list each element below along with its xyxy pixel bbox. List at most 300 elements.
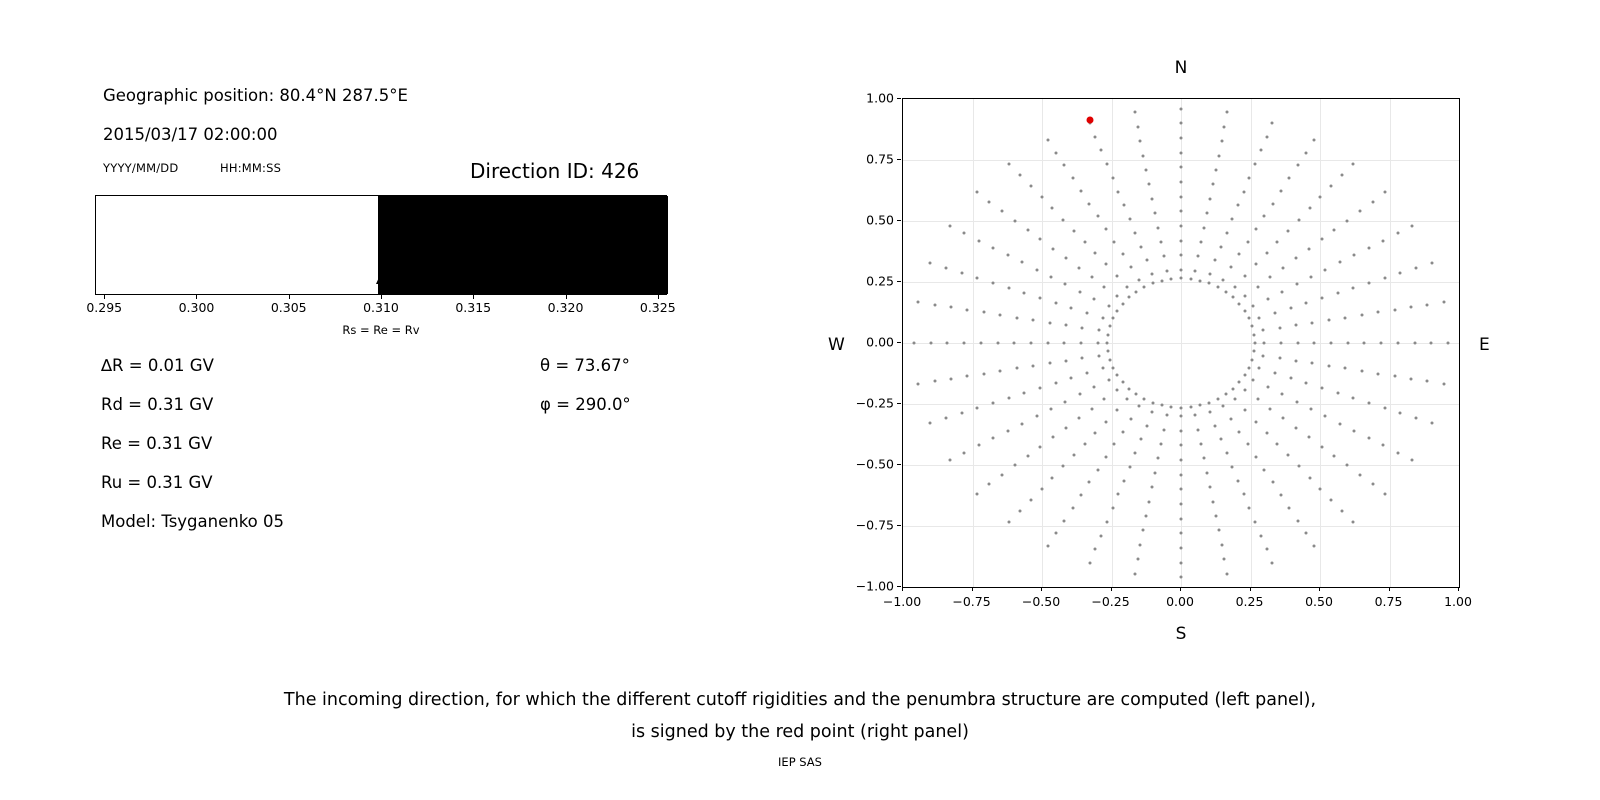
direction-point xyxy=(1253,342,1256,345)
direction-point xyxy=(1305,382,1308,385)
direction-point xyxy=(982,372,985,375)
direction-point xyxy=(1271,202,1274,205)
direction-point xyxy=(1206,471,1209,474)
direction-point xyxy=(1203,226,1206,229)
direction-point xyxy=(1111,366,1114,369)
direction-point xyxy=(1252,378,1255,381)
direction-point xyxy=(1180,561,1183,564)
direction-point xyxy=(1151,401,1154,404)
direction-point xyxy=(1351,162,1354,165)
direction-point xyxy=(1078,290,1081,293)
direction-point xyxy=(1007,286,1010,289)
direction-point xyxy=(1104,420,1107,423)
direction-point xyxy=(917,382,920,385)
direction-point xyxy=(1278,357,1281,360)
gridline-horizontal xyxy=(903,465,1459,466)
direction-point xyxy=(1259,534,1262,537)
direction-point xyxy=(1384,191,1387,194)
direction-point xyxy=(1093,385,1096,388)
direction-point xyxy=(1026,454,1029,457)
direction-point xyxy=(1294,359,1297,362)
direction-point xyxy=(1135,393,1138,396)
direction-point xyxy=(1105,163,1108,166)
direction-point xyxy=(988,483,991,486)
map-x-tick xyxy=(1180,587,1181,591)
direction-point xyxy=(1006,254,1009,257)
direction-point xyxy=(1090,407,1093,410)
direction-point xyxy=(1035,415,1038,418)
direction-point xyxy=(1393,308,1396,311)
direction-point xyxy=(1269,276,1272,279)
direction-point xyxy=(966,375,969,378)
direction-point xyxy=(1208,486,1211,489)
direction-point xyxy=(1162,428,1165,431)
direction-point xyxy=(929,342,932,345)
direction-point xyxy=(1093,298,1096,301)
direction-point xyxy=(1223,558,1226,561)
direction-point xyxy=(946,342,949,345)
direction-point xyxy=(1049,276,1052,279)
map-y-tick xyxy=(897,342,901,343)
direction-point xyxy=(975,191,978,194)
direction-point xyxy=(976,276,979,279)
direction-point xyxy=(1396,451,1399,454)
direction-point xyxy=(1106,333,1109,336)
direction-point xyxy=(1396,232,1399,235)
direction-point xyxy=(1246,443,1249,446)
direction-point xyxy=(1148,500,1151,503)
direction-point xyxy=(1143,397,1146,400)
direction-point xyxy=(1367,437,1370,440)
direction-point xyxy=(1224,290,1227,293)
direction-point xyxy=(1180,166,1183,169)
direction-point xyxy=(1333,454,1336,457)
direction-point xyxy=(1358,210,1361,213)
direction-point xyxy=(976,407,979,410)
direction-point xyxy=(1338,261,1341,264)
direction-point xyxy=(1116,294,1119,297)
map-x-tick-label: −1.00 xyxy=(882,594,922,609)
direction-point xyxy=(1006,429,1009,432)
direction-point xyxy=(1071,177,1074,180)
direction-point xyxy=(1127,296,1130,299)
direction-point xyxy=(1126,398,1129,401)
penumbra-x-tick xyxy=(381,295,382,299)
direction-point xyxy=(1035,268,1038,271)
direction-point xyxy=(1214,515,1217,518)
map-x-tick-label: −0.75 xyxy=(952,594,991,609)
direction-point xyxy=(1330,342,1333,345)
penumbra-x-tick xyxy=(196,295,197,299)
direction-point xyxy=(1081,357,1084,360)
direction-point xyxy=(1344,367,1347,370)
direction-point xyxy=(1243,374,1246,377)
direction-point xyxy=(1399,412,1402,415)
direction-point xyxy=(1297,465,1300,468)
direction-point xyxy=(1353,429,1356,432)
direction-point xyxy=(1226,111,1229,114)
map-x-tick xyxy=(1319,587,1320,591)
direction-point xyxy=(1346,219,1349,222)
direction-point xyxy=(1256,285,1259,288)
direction-point xyxy=(1064,400,1067,403)
direction-point xyxy=(1278,326,1281,329)
direction-point xyxy=(1170,277,1173,280)
direction-point xyxy=(1077,417,1080,420)
direction-point xyxy=(1096,215,1099,218)
direction-point xyxy=(999,369,1002,372)
direction-point xyxy=(944,266,947,269)
direction-point xyxy=(1083,241,1086,244)
incoming-directions-map xyxy=(902,98,1460,588)
direction-point xyxy=(1180,406,1183,409)
direction-point xyxy=(1219,438,1222,441)
direction-point xyxy=(963,342,966,345)
direction-point xyxy=(948,224,951,227)
gridline-horizontal xyxy=(903,221,1459,222)
direction-point xyxy=(1351,521,1354,524)
direction-point xyxy=(1382,239,1385,242)
penumbra-x-tick-label: 0.320 xyxy=(547,300,584,315)
direction-point xyxy=(1380,342,1383,345)
direction-point xyxy=(1360,369,1363,372)
compass-east-label: E xyxy=(1479,335,1490,355)
direction-point xyxy=(1244,409,1247,412)
direction-point xyxy=(1153,212,1156,215)
direction-point xyxy=(1079,342,1082,345)
direction-point xyxy=(1237,479,1240,482)
direction-point xyxy=(1308,476,1311,479)
direction-point xyxy=(1103,285,1106,288)
map-y-tick xyxy=(897,464,901,465)
direction-point xyxy=(1126,285,1129,288)
direction-point xyxy=(1313,544,1316,547)
direction-point xyxy=(1358,473,1361,476)
ru-value: Ru = 0.31 GV xyxy=(101,473,213,492)
map-y-tick-label: 0.75 xyxy=(866,151,894,167)
direction-point xyxy=(1134,452,1137,455)
direction-point xyxy=(1088,202,1091,205)
direction-point xyxy=(1128,465,1131,468)
map-y-tick-label: −0.75 xyxy=(855,517,894,533)
direction-point xyxy=(1360,314,1363,317)
direction-point xyxy=(1151,282,1154,285)
direction-point xyxy=(1139,140,1142,143)
penumbra-forbidden-band xyxy=(378,196,668,294)
datetime-label: 2015/03/17 02:00:00 xyxy=(103,125,278,144)
direction-point xyxy=(1079,494,1082,497)
direction-point xyxy=(1248,366,1251,369)
direction-point xyxy=(1324,268,1327,271)
direction-point xyxy=(1021,422,1024,425)
direction-point xyxy=(1023,392,1026,395)
map-y-tick-label: 1.00 xyxy=(866,90,894,106)
direction-point xyxy=(1294,324,1297,327)
direction-point xyxy=(1096,468,1099,471)
direction-point xyxy=(1287,229,1290,232)
direction-point xyxy=(1282,417,1285,420)
direction-point xyxy=(1180,277,1183,280)
penumbra-x-tick-label: 0.300 xyxy=(178,300,215,315)
direction-point xyxy=(1219,245,1222,248)
map-x-tick-label: 1.00 xyxy=(1444,594,1472,609)
direction-point xyxy=(1258,316,1261,319)
penumbra-x-tick xyxy=(289,295,290,299)
direction-point xyxy=(1180,268,1183,271)
direction-point xyxy=(977,239,980,242)
direction-point xyxy=(1233,398,1236,401)
direction-point xyxy=(1145,259,1148,262)
direction-point xyxy=(1262,354,1265,357)
map-x-tick-label: 0.75 xyxy=(1374,594,1403,609)
rs-marker-arrow xyxy=(376,273,386,284)
direction-point xyxy=(1263,468,1266,471)
direction-point xyxy=(1162,255,1165,258)
direction-point xyxy=(1330,184,1333,187)
direction-point xyxy=(1054,301,1057,304)
direction-point xyxy=(1238,381,1241,384)
direction-point xyxy=(1096,342,1099,345)
direction-point xyxy=(1251,325,1254,328)
map-y-tick-label: 0.25 xyxy=(866,273,894,289)
direction-point xyxy=(1085,311,1088,314)
direction-point xyxy=(1230,418,1233,421)
direction-point xyxy=(1344,316,1347,319)
direction-point xyxy=(1023,291,1026,294)
direction-point xyxy=(1046,139,1049,142)
direction-point xyxy=(1100,149,1103,152)
direction-point xyxy=(1170,406,1173,409)
direction-point xyxy=(1094,135,1097,138)
direction-point xyxy=(1156,226,1159,229)
direction-point xyxy=(1101,367,1104,370)
direction-point xyxy=(963,232,966,235)
direction-point xyxy=(1208,273,1211,276)
direction-point xyxy=(1197,255,1200,258)
direction-point xyxy=(1294,426,1297,429)
direction-point xyxy=(1243,389,1246,392)
direction-point xyxy=(1352,397,1355,400)
direction-point xyxy=(1194,269,1197,272)
direction-point xyxy=(1116,374,1119,377)
direction-point xyxy=(1062,218,1065,221)
direction-point xyxy=(1038,387,1041,390)
direction-point xyxy=(1333,229,1336,232)
direction-point xyxy=(1231,465,1234,468)
direction-point xyxy=(1046,544,1049,547)
map-x-tick-label: 0.25 xyxy=(1235,594,1264,609)
direction-point xyxy=(1280,189,1283,192)
direction-point xyxy=(1305,532,1308,535)
direction-point xyxy=(1070,377,1073,380)
direction-point xyxy=(1254,163,1257,166)
direction-point xyxy=(1253,350,1256,353)
compass-west-label: W xyxy=(828,335,845,355)
direction-point xyxy=(960,271,963,274)
direction-point xyxy=(1040,196,1043,199)
direction-point xyxy=(1151,197,1154,200)
direction-point xyxy=(1276,241,1279,244)
theta-value: θ = 73.67° xyxy=(540,356,630,375)
direction-point xyxy=(1265,431,1268,434)
direction-point xyxy=(1237,204,1240,207)
direction-id-label: Direction ID: 426 xyxy=(470,159,640,183)
direction-point xyxy=(950,377,953,380)
direction-point xyxy=(1090,276,1093,279)
direction-point xyxy=(1180,459,1183,462)
map-x-tick xyxy=(902,587,903,591)
direction-point xyxy=(1015,316,1018,319)
gridline-horizontal xyxy=(903,404,1459,405)
direction-point xyxy=(1217,529,1220,532)
direction-point xyxy=(1363,342,1366,345)
direction-point xyxy=(1001,473,1004,476)
direction-point xyxy=(1133,111,1136,114)
direction-point xyxy=(1330,499,1333,502)
direction-point xyxy=(1255,420,1258,423)
direction-point xyxy=(1159,241,1162,244)
direction-point xyxy=(1180,180,1183,183)
direction-point xyxy=(1148,183,1151,186)
map-x-tick xyxy=(1389,587,1390,591)
direction-point xyxy=(1262,329,1265,332)
direction-point xyxy=(1336,392,1339,395)
direction-point xyxy=(1106,342,1109,345)
direction-point xyxy=(1081,326,1084,329)
direction-point xyxy=(1281,290,1284,293)
direction-point xyxy=(1208,197,1211,200)
direction-point xyxy=(1220,543,1223,546)
direction-point xyxy=(1242,493,1245,496)
direction-point xyxy=(996,342,999,345)
direction-point xyxy=(1446,342,1449,345)
direction-point xyxy=(1225,452,1228,455)
direction-point xyxy=(1248,317,1251,320)
direction-point xyxy=(1238,430,1241,433)
direction-point xyxy=(1426,303,1429,306)
direction-point xyxy=(1139,543,1142,546)
direction-point xyxy=(1153,471,1156,474)
direction-point xyxy=(975,492,978,495)
direction-point xyxy=(1256,398,1259,401)
direction-point xyxy=(1225,231,1228,234)
penumbra-x-tick-label: 0.315 xyxy=(455,300,492,315)
direction-point xyxy=(1377,372,1380,375)
direction-point xyxy=(1200,442,1203,445)
direction-point xyxy=(1265,252,1268,255)
direction-point xyxy=(1224,393,1227,396)
direction-point xyxy=(1160,404,1163,407)
model-value: Model: Tsyganenko 05 xyxy=(101,512,285,531)
direction-point xyxy=(1296,164,1299,167)
direction-point xyxy=(1230,265,1233,268)
direction-point xyxy=(1128,218,1131,221)
map-y-tick-label: −1.00 xyxy=(855,578,894,594)
direction-point xyxy=(1216,397,1219,400)
direction-point xyxy=(1117,493,1120,496)
direction-point xyxy=(992,246,995,249)
direction-point xyxy=(1105,520,1108,523)
direction-point xyxy=(1346,342,1349,345)
direction-point xyxy=(1211,500,1214,503)
direction-point xyxy=(1138,278,1141,281)
direction-point xyxy=(1216,286,1219,289)
rd-value: Rd = 0.31 GV xyxy=(101,395,214,414)
direction-point xyxy=(1013,219,1016,222)
direction-point xyxy=(1294,257,1297,260)
direction-point xyxy=(1104,263,1107,266)
direction-point xyxy=(1208,401,1211,404)
direction-point xyxy=(1129,265,1132,268)
direction-point xyxy=(1094,548,1097,551)
compass-north-label: N xyxy=(1174,58,1188,78)
direction-point xyxy=(1143,286,1146,289)
direction-point xyxy=(1151,273,1154,276)
direction-point xyxy=(1046,342,1049,345)
direction-point xyxy=(1136,558,1139,561)
penumbra-x-tick xyxy=(104,295,105,299)
direction-point xyxy=(1411,224,1414,227)
direction-point xyxy=(1265,135,1268,138)
direction-point xyxy=(1165,269,1168,272)
direction-point xyxy=(1122,479,1125,482)
direction-point xyxy=(1254,520,1257,523)
direction-point xyxy=(1121,381,1124,384)
direction-point xyxy=(1071,506,1074,509)
direction-point xyxy=(1180,254,1183,257)
direction-point xyxy=(1140,438,1143,441)
direction-point xyxy=(1353,254,1356,257)
direction-point xyxy=(1244,274,1247,277)
direction-point xyxy=(1140,245,1143,248)
direction-point xyxy=(1327,319,1330,322)
direction-point xyxy=(992,437,995,440)
direction-point xyxy=(1232,387,1235,390)
re-value: Re = 0.31 GV xyxy=(101,434,213,453)
direction-point xyxy=(1029,184,1032,187)
direction-point xyxy=(1054,532,1057,535)
direction-point xyxy=(1200,241,1203,244)
direction-point xyxy=(1134,231,1137,234)
direction-point xyxy=(1276,442,1279,445)
caption-line-1: The incoming direction, for which the different cutoff rigidities and the penumbra structure are computed (left panel), xyxy=(283,690,1317,710)
penumbra-x-tick-label: 0.295 xyxy=(86,300,123,315)
direction-point xyxy=(1136,125,1139,128)
selected-direction-point xyxy=(1087,116,1094,123)
map-x-tick xyxy=(972,587,973,591)
direction-point xyxy=(1288,506,1291,509)
direction-point xyxy=(1189,277,1192,280)
map-x-tick xyxy=(1250,587,1251,591)
direction-point xyxy=(1145,168,1148,171)
direction-point xyxy=(1180,107,1183,110)
direction-point xyxy=(1129,418,1132,421)
direction-point xyxy=(1107,305,1110,308)
direction-point xyxy=(1072,454,1075,457)
map-y-tick xyxy=(897,403,901,404)
direction-point xyxy=(1253,333,1256,336)
direction-point xyxy=(1399,271,1402,274)
direction-point xyxy=(1206,212,1209,215)
direction-point xyxy=(1297,218,1300,221)
direction-point xyxy=(1021,261,1024,264)
direction-point xyxy=(1320,238,1323,241)
direction-point xyxy=(1242,190,1245,193)
direction-point xyxy=(1072,229,1075,232)
map-x-tick-label: 0.50 xyxy=(1305,594,1333,609)
map-y-tick xyxy=(897,525,901,526)
direction-point xyxy=(1115,409,1118,412)
